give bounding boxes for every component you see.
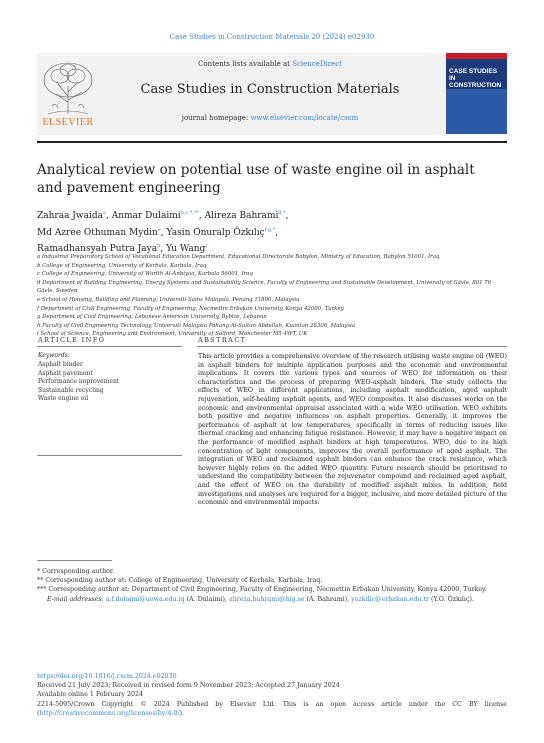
journal-name: Case Studies in Construction Materials [140,82,400,97]
journal-citation[interactable]: Case Studies in Construction Materials 20 (2024) e02930 [169,33,375,41]
journal-homepage [100,114,440,122]
keyword: Asphalt binder [38,361,83,368]
keywords-heading: Keywords: [38,352,70,359]
footnote: *** Corresponding author at: Department of Civil Engineering, Faculty of Engineering, Necmettin Erbakan University, Konya 42000, Turkey. [37,586,487,594]
author[interactable]: Yasin Onuralp Özkılıç [166,227,265,238]
affiliation: f Department of Civil Engineering, Faculty of Engineering, Necmettin Erbakan University, Konya 42000, Turkey [37,305,344,312]
affiliation: h Faculty of Civil Engineering Technology, Universiti Malaysia Pahang Al-Sultan Abdullah, Kuantan 26300, Malaysia [37,322,356,329]
email-owner: (Y.O. Özkılıç). [429,595,474,603]
affiliation: d Department of Building Engineering, Energy Systems and Sustainability Science, Faculty of Engineering and Sustainable Development, University of Gävle, 801 76 Gävle, Sweden [37,279,492,295]
email-link[interactable]: a.f.dulaimi@uowa.edu.iq [105,595,185,603]
doi-link[interactable]: https://doi.org/10.1016/j.cscm.2024.e02930 [37,673,177,680]
abstract-rule [197,346,507,347]
affiliations [37,253,507,339]
footnote: * Corresponding author. [37,568,115,575]
email-label: E-mail addresses: [47,595,104,603]
author[interactable]: Yu Wang [166,244,206,254]
author-sup[interactable]: i [205,243,207,249]
affiliation: b College of Engineering, University of Kerbala, Karbala, Iraq [37,262,207,269]
author-list: Zahraa Jwaida$^a$, Anmar Dulaimi$^{b,c,*,**}$, Alireza Bahrami$^{d,*}$, Md Azree Othuman Mydin$^e$, Yasin Onuralp Özkılıç$^{f,g,*}$, Ramadhansyah Putra Jaya$^h$, Yu Wang$^i$ [37,210,289,254]
license-link[interactable]: http://creativecommons.org/licenses/by/4.0/ [39,709,180,717]
email-owner: (A. Dulaimi), [184,595,229,603]
homepage-prefix: journal homepage: [181,114,251,122]
author-sup[interactable]: e [157,226,161,233]
author-sup[interactable]: b,c,*,** [180,210,199,216]
keyword-list [38,361,178,404]
footnote-rule [37,560,112,561]
available-line: Available online 1 February 2024 [37,691,144,699]
author[interactable]: Alireza Bahrami [204,211,279,221]
license-text: 2214-5095/Crown Copyright © 2024 Published by Elsevier Ltd. This is an open access article under the CC BY license ( [37,700,507,717]
author-sup[interactable]: d,* [278,210,286,216]
author-sup[interactable]: f,g,* [264,226,276,233]
affiliation: e School of Housing, Building and Planning, Universiti Sains Malaysia, Penang 11800, Malaysia [37,296,300,303]
affiliation: i School of Science, Engineering and Environment, University of Salford, Manchester M5 4WT, UK [37,331,308,338]
author[interactable]: Anmar Dulaimi [111,211,181,221]
author[interactable]: Md Azree Othuman Mydin [37,227,158,238]
contents-prefix: Contents lists available at [198,60,293,68]
affiliation: a Industrial Preparatory School of Vocational Education Department, Educational Directorate Babylon, Ministry of Education, Babylon 51001, Iraq [37,254,440,260]
email-link[interactable]: yozkilic@erbakan.edu.tr [351,595,429,603]
article-title: Analytical review on potential use of waste engine oil in asphalt and pavement engineering [37,162,475,196]
email-link[interactable]: alireza.bahrami@hig.se [228,595,305,603]
affiliation: c College of Engineering, University of Warith Al-Anbiyaa, Karbala 56001, Iraq [37,271,253,278]
elsevier-wordmark: ELSEVIER [42,117,94,128]
sciencedirect-link[interactable]: ScienceDirect [292,60,342,68]
keyword: Performance improvement [38,378,120,385]
header-divider [37,141,507,143]
article-info-heading: ARTICLE INFO [38,336,106,344]
homepage-link[interactable]: www.elsevier.com/locate/cscm [250,114,359,122]
keywords-bottom-rule [37,455,182,456]
license-line [37,700,507,718]
keyword: Waste engine oil [38,395,89,402]
author[interactable]: Zahraa Jwaida [37,211,103,221]
email-line [37,595,507,604]
footnotes [37,567,507,604]
contents-line [100,60,440,68]
cover-image [446,89,507,134]
author-sup[interactable]: h [157,243,161,249]
history-line: Received 21 July 2023; Received in revised form 9 November 2023; Accepted 27 January 2024 [37,682,340,690]
footnote: ** Corresponding author at: College of Engineering, University of Kerbala, Karbala, Iraq. [37,577,323,585]
journal-cover-thumbnail[interactable] [446,53,507,134]
email-owner: (A. Bahrami), [304,595,352,603]
keyword: Sustainable recycling [38,386,104,394]
publication-footer [37,672,507,718]
cover-title: CASE STUDIES IN CONSTRUCTION [449,68,502,89]
keyword: Asphalt pavement [38,369,93,377]
author[interactable]: Ramadhansyah Putra Jaya [37,244,158,254]
affiliation: g Department of Civil Engineering, Lebanese American University, Byblos, Lebanon [37,314,267,321]
author-sup[interactable]: a [103,210,106,216]
license-suffix: ). [179,709,185,717]
cover-band [446,53,507,59]
abstract-body: This article provides a comprehensive overview of the research utilising waste engine oil (WEO) in asphalt binders for multiple application purposes and the economic and environmental implications. It covers the various types and sources of WEO for information on their characteristics and the process of preparing WEO-asphalt binders. The study collects the effects of WEO in different applications, including asphalt modification, aged asphalt rejuvenation, self-healing asphalt agents, and WEO composites. It also discusses works on the economic and environmental appraisal associated with a wide WEO utilisation. WEO exhibits both positive and negative influences on asphalt properties. Generally, it improves the performance of asphalt at low temperatures, specifically in terms of reducing issues like thermal cracking and enhancing fatigue resistance. However, it may have a negative impact on the performance of modified asphalt binders at high temperatures. WEO, due to its high concentration of light components, improves the overall performance of aged asphalt. The integration of WEO and reclaimed asphalt binders can enhance the crack resistance, which however highly relies on the added WEO quantity. Future research should be prioritised to understand the compatibility between the rejuvenator compound and reclaimed aged asphalt, and the effect of WEO on the durability of modified asphalt mixes. In addition, field investigations and analyses are required for a bigger, inclusive, and more detailed picture of the economic and environmental impacts. [198,353,507,507]
article-info-rule [37,346,182,347]
abstract-heading: ABSTRACT [198,336,247,344]
